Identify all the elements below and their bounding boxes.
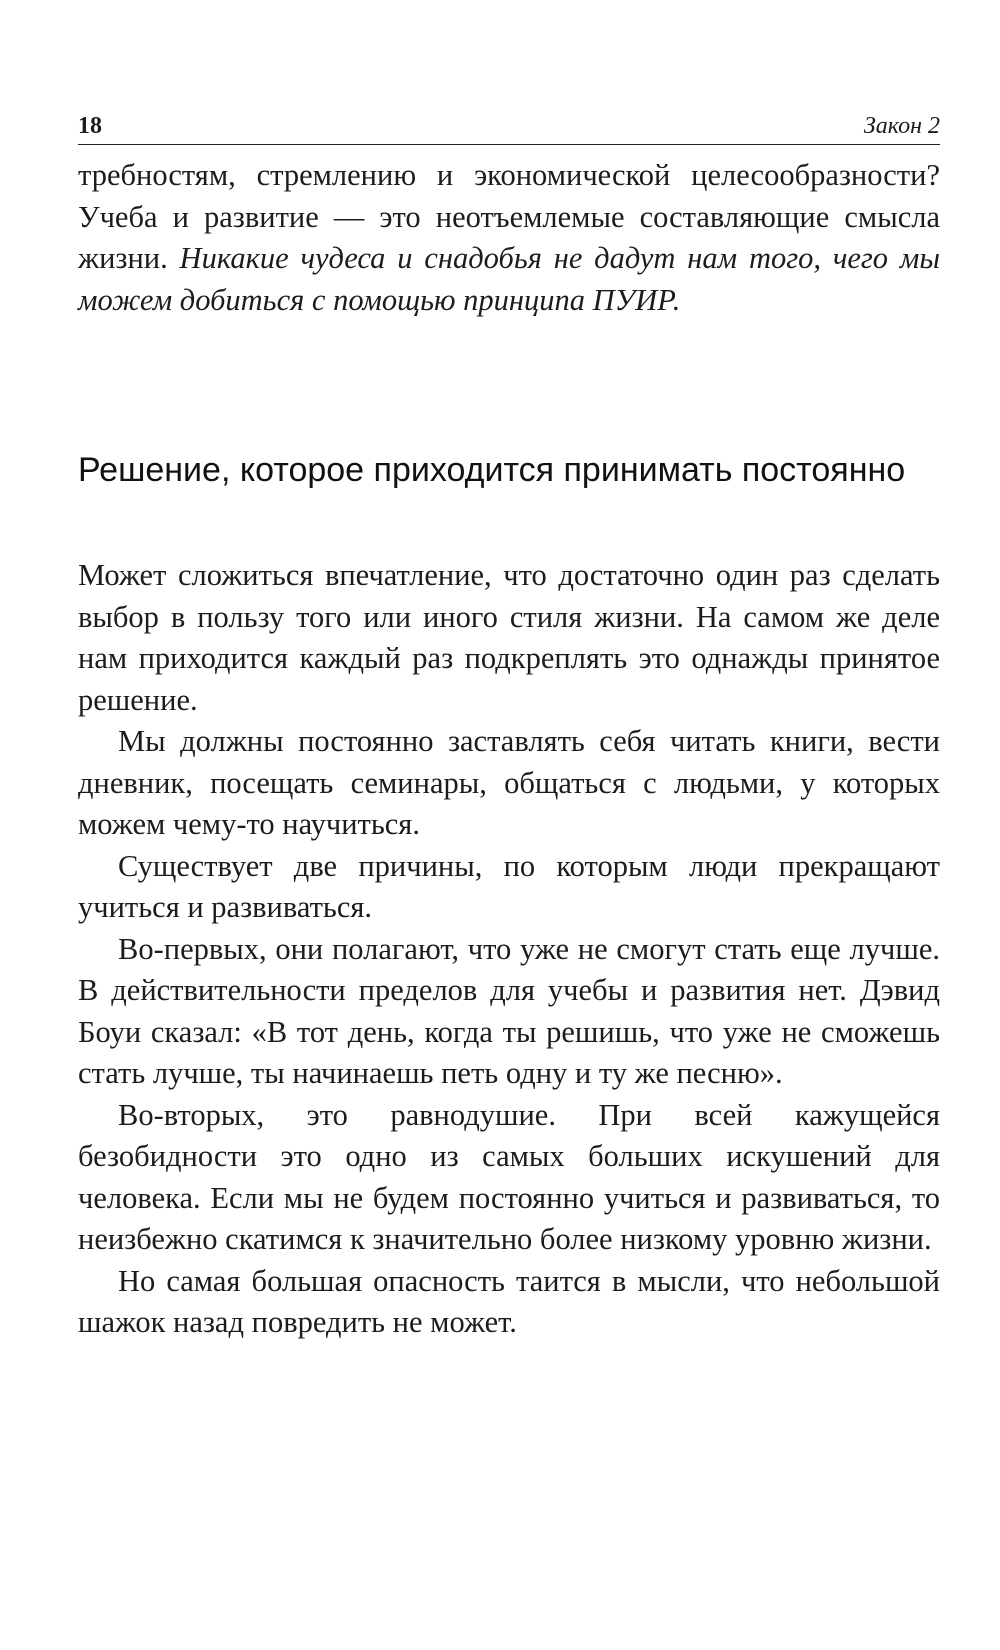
intro-text: требностям, стремлению и экономической целесообразности? Учеба и развитие — это неотъемлемые составляющие смысла жизни. — [78, 158, 940, 275]
paragraph-3: Существует две причины, по которым люди прекращают учиться и развиваться. — [78, 848, 940, 924]
section-heading: Решение, которое приходится принимать постоянно — [78, 451, 906, 489]
paragraph-6: Но самая большая опасность таится в мысли, что небольшой шажок назад повредить не может. — [78, 1263, 940, 1339]
running-head: Закон 2 — [863, 113, 940, 139]
intro-paragraph-block — [78, 155, 940, 321]
section-body — [78, 555, 940, 1344]
intro-emphasis: Никакие чудеса и снадобья не дадут нам того, чего мы можем добиться с помощью принципа ПУИР. — [78, 241, 940, 317]
paragraph-4: Во-первых, они полагают, что уже не смогут стать еще лучше. В действительности пределов для учебы и развития нет. Дэвид Боуи сказал: «В тот день, когда ты решишь, что уже не сможешь стать лучше, ты начинаешь петь одну и ту же песню». — [78, 931, 940, 1090]
paragraph-2: Мы должны постоянно заставлять себя читать книги, вести дневник, посещать семинары, общаться с людьми, у которых можем чему-то научиться. — [78, 724, 940, 841]
paragraph-1: Может сложиться впечатление, что достаточно один раз сделать выбор в пользу того или иного стиля жизни. На самом же деле нам приходится каждый раз подкреплять это однажды принятое решение. — [78, 558, 940, 717]
intro-paragraph — [78, 155, 940, 321]
page-number: 18 — [78, 113, 102, 139]
book-page — [78, 0, 940, 1650]
paragraph-5: Во-вторых, это равнодушие. При всей кажущейся безобидности это одно из самых больших искушений для человека. Если мы не будем постоянно учиться и развиваться, то неизбежно скатимся к значительно более низкому уровню жизни. — [78, 1097, 940, 1256]
page-header — [78, 108, 940, 145]
